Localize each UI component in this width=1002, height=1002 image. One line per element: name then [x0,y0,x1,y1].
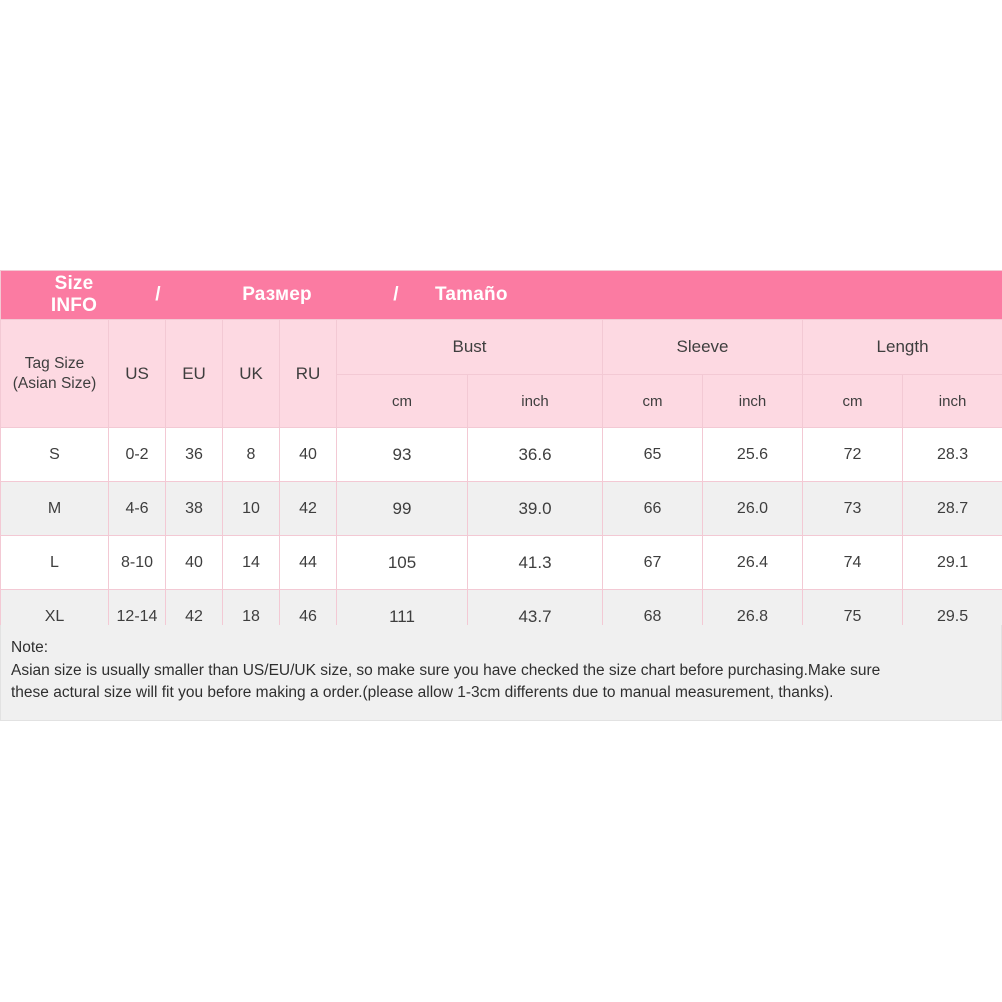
cell-bust-inch: 43.7 [468,590,603,644]
header-ru: RU [280,320,337,428]
header-group-row [1,320,1002,375]
table-row [1,482,1002,536]
header-eu: EU [166,320,223,428]
cell-us: 8-10 [109,536,166,590]
cell-length-cm: 73 [803,482,903,536]
header-bust: Bust [337,320,603,375]
cell-uk: 18 [223,590,280,644]
cell-tag: S [1,428,109,482]
size-chart-container [0,270,1002,644]
size-chart-table [0,270,1002,644]
cell-sleeve-cm: 67 [603,536,703,590]
cell-eu: 36 [166,428,223,482]
table-row [1,536,1002,590]
cell-us: 4-6 [109,482,166,536]
cell-eu: 40 [166,536,223,590]
cell-length-inch: 28.3 [903,428,1002,482]
cell-sleeve-inch: 25.6 [703,428,803,482]
cell-eu: 42 [166,590,223,644]
title-bar [1,271,1002,320]
cell-length-cm: 74 [803,536,903,590]
cell-bust-cm: 105 [337,536,468,590]
cell-sleeve-cm: 68 [603,590,703,644]
cell-uk: 10 [223,482,280,536]
cell-bust-inch: 39.0 [468,482,603,536]
cell-eu: 38 [166,482,223,536]
header-us: US [109,320,166,428]
cell-sleeve-inch: 26.8 [703,590,803,644]
cell-tag: M [1,482,109,536]
header-length-cm: cm [803,375,903,428]
title-separator-2: / [393,284,399,305]
title-label-es: Tamaño [435,284,508,305]
header-bust-cm: cm [337,375,468,428]
header-length: Length [803,320,1002,375]
header-sleeve: Sleeve [603,320,803,375]
cell-length-inch: 29.5 [903,590,1002,644]
cell-length-cm: 72 [803,428,903,482]
cell-bust-cm: 111 [337,590,468,644]
table-row [1,428,1002,482]
note-label: Note: [11,639,49,656]
cell-bust-inch: 36.6 [468,428,603,482]
cell-us: 12-14 [109,590,166,644]
title-label-en: Size INFO [50,273,98,316]
note-block [0,625,1002,721]
header-sleeve-cm: cm [603,375,703,428]
note-line-1: Asian size is usually smaller than US/EU/UK size, so make sure you have checked the size chart before purchasing.Make sure [11,662,881,679]
cell-bust-inch: 41.3 [468,536,603,590]
cell-tag: L [1,536,109,590]
header-sleeve-inch: inch [703,375,803,428]
header-tag-size-line1: Tag Size [24,355,85,373]
cell-sleeve-cm: 65 [603,428,703,482]
cell-length-cm: 75 [803,590,903,644]
title-bar-row [1,271,1002,320]
header-tag-size-line2: (Asian Size) [12,374,97,392]
cell-bust-cm: 99 [337,482,468,536]
note-line-2: these actural size will fit you before making a order.(please allow 1-3cm differents due to manual measurement, thanks). [11,684,834,701]
cell-ru: 42 [280,482,337,536]
cell-sleeve-inch: 26.4 [703,536,803,590]
cell-sleeve-cm: 66 [603,482,703,536]
cell-bust-cm: 93 [337,428,468,482]
cell-ru: 40 [280,428,337,482]
header-bust-inch: inch [468,375,603,428]
cell-tag: XL [1,590,109,644]
cell-length-inch: 29.1 [903,536,1002,590]
cell-uk: 14 [223,536,280,590]
cell-us: 0-2 [109,428,166,482]
cell-length-inch: 28.7 [903,482,1002,536]
header-uk: UK [223,320,280,428]
header-tag-size [1,320,109,428]
cell-uk: 8 [223,428,280,482]
title-separator-1: / [155,284,161,305]
cell-ru: 46 [280,590,337,644]
title-label-ru: Размер [242,284,312,305]
header-length-inch: inch [903,375,1002,428]
cell-ru: 44 [280,536,337,590]
cell-sleeve-inch: 26.0 [703,482,803,536]
